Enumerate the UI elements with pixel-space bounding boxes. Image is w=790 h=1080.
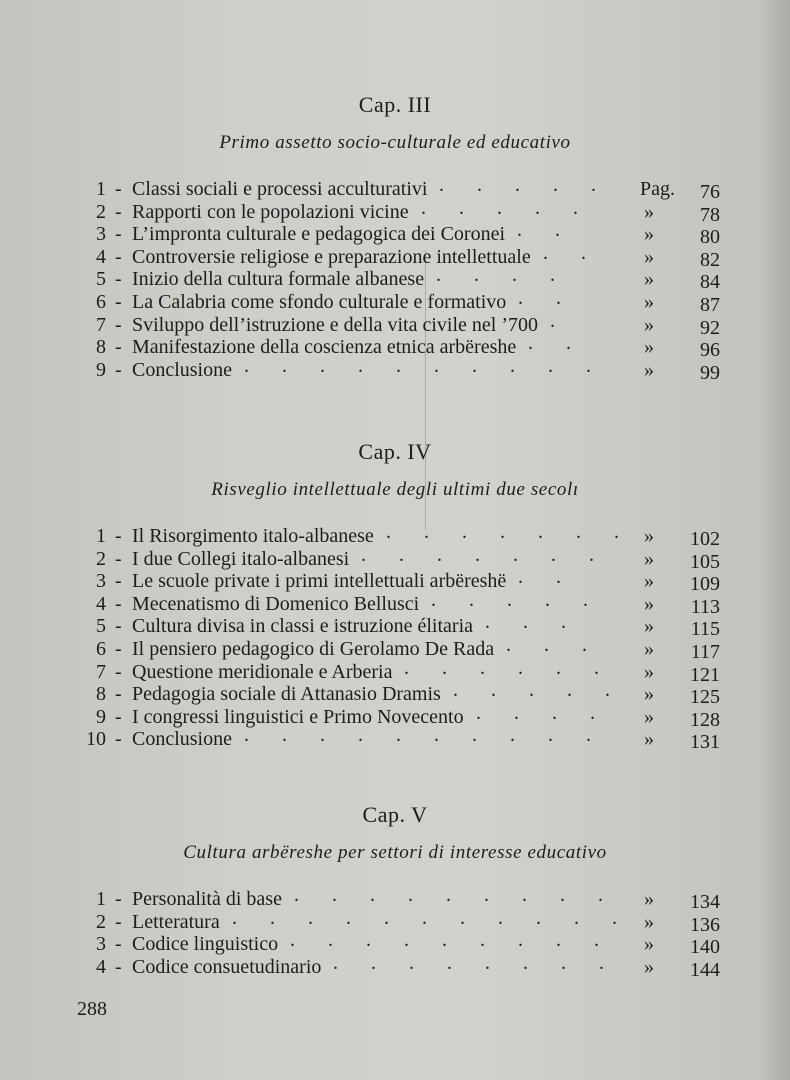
chapter-4 <box>0 437 790 754</box>
entry-number: 5 <box>96 615 106 638</box>
toc-entry <box>0 611 790 641</box>
entry-number: 9 <box>96 705 106 728</box>
entry-page-number: 128 <box>690 708 720 731</box>
entry-number: 1 <box>96 525 106 547</box>
entry-number: 10 <box>86 728 106 751</box>
entry-separator: - <box>115 313 122 336</box>
entry-page-marker: » <box>644 728 654 751</box>
entry-page-number: 140 <box>690 936 720 959</box>
entry-page-marker: » <box>644 888 654 910</box>
chapter-subtitle: Cultura arbëreshe per settori di interesse educativo <box>183 842 607 863</box>
entry-title: Questione meridionale e Arberia <box>132 660 393 683</box>
entry-page-marker: » <box>644 637 654 660</box>
entry-separator: - <box>115 525 122 547</box>
toc-entry <box>0 656 790 686</box>
entry-page-marker: » <box>644 200 654 223</box>
entry-number: 3 <box>96 933 106 956</box>
entry-separator: - <box>115 336 122 359</box>
entry-number: 3 <box>96 223 106 246</box>
entry-separator: - <box>115 547 122 570</box>
chapter-3 <box>0 90 790 384</box>
entry-page-number: 115 <box>690 618 720 641</box>
toc-entry <box>0 219 790 249</box>
entry-page-number: 136 <box>690 913 720 936</box>
toc-entry <box>0 241 790 271</box>
entry-page-marker: » <box>644 910 654 933</box>
entry-number: 2 <box>96 547 106 570</box>
entry-page-number: 96 <box>700 339 720 362</box>
entry-separator: - <box>115 358 122 381</box>
entry-separator: - <box>115 888 122 910</box>
entry-page-number: 99 <box>700 361 720 384</box>
entry-leader-dots: . . . . . . <box>404 656 613 679</box>
entry-page-marker: » <box>644 592 654 615</box>
entry-separator: - <box>115 705 122 728</box>
entry-page-number: 117 <box>690 640 720 663</box>
entry-separator: - <box>115 955 122 978</box>
entry-title: Cultura divisa in classi e istruzione élitaria <box>132 615 474 638</box>
entry-leader-dots: . . <box>517 219 574 242</box>
entry-title: Controversie religiose e preparazione intellettuale <box>132 245 531 268</box>
entry-title: Codice consuetudinario <box>132 955 322 978</box>
toc-entry <box>0 174 790 203</box>
entry-title: Pedagogia sociale di Attanasio Dramis <box>132 683 441 706</box>
entry-title: Classi sociali e processi acculturativi <box>132 178 428 200</box>
chapter-subtitle: Risveglio intellettuale degli ultimi due secolı <box>211 479 579 500</box>
chapter-heading: Cap. V <box>362 802 428 827</box>
entry-page-number: 87 <box>700 293 720 316</box>
entry-title: I congressi linguistici e Primo Novecento <box>132 705 464 728</box>
entry-title: Rapporti con le popolazioni vicine <box>132 200 409 223</box>
entry-leader-dots: . . . . . <box>431 588 602 611</box>
toc-entry <box>0 951 790 981</box>
entry-title: Il Risorgimento italo-albanese <box>132 525 374 547</box>
entry-number: 4 <box>96 955 106 978</box>
entry-leader-dots: . . <box>518 286 575 309</box>
entry-page-number: 134 <box>690 891 720 913</box>
toc-list <box>0 884 790 981</box>
entry-page-number: 84 <box>700 271 720 294</box>
entry-number: 4 <box>96 245 106 268</box>
chapter-5 <box>0 800 790 981</box>
toc-entry <box>0 566 790 596</box>
entry-title: I due Collegi italo-albanesi <box>132 547 350 570</box>
entry-page-number: 109 <box>690 573 720 596</box>
entry-page-marker: » <box>644 336 654 359</box>
entry-leader-dots: . . <box>518 566 575 589</box>
entry-number: 6 <box>96 290 106 313</box>
entry-leader-dots: . . . . . . . <box>386 521 633 543</box>
entry-title: L’impronta culturale e pedagogica dei Coronei <box>132 223 506 246</box>
entry-title: Il pensiero pedagogico di Gerolamo De Rada <box>132 637 495 660</box>
entry-page-marker: » <box>644 313 654 336</box>
entry-separator: - <box>115 660 122 683</box>
toc-entry <box>0 354 790 384</box>
entry-title: Conclusione <box>132 728 232 751</box>
entry-page-marker: » <box>644 570 654 593</box>
entry-leader-dots: . . . . . . . . . <box>294 884 617 906</box>
toc-entry <box>0 196 790 226</box>
entry-number: 9 <box>96 358 106 381</box>
entry-separator: - <box>115 178 122 200</box>
entry-separator: - <box>115 570 122 593</box>
entry-leader-dots: . . . . . <box>421 196 592 219</box>
entry-page-marker: » <box>644 268 654 291</box>
entry-page-number: 78 <box>700 203 720 226</box>
toc-entry <box>0 309 790 339</box>
entry-leader-dots: . . . . . . . <box>361 543 608 566</box>
entry-page-number: 113 <box>690 595 720 618</box>
chapter-subtitle: Primo assetto socio-culturale ed educativo <box>219 132 571 153</box>
entry-page-number: 92 <box>700 316 720 339</box>
entry-page-marker: » <box>644 705 654 728</box>
entry-title: Personalità di base <box>132 888 282 910</box>
entry-leader-dots: . . <box>528 332 585 355</box>
entry-leader-dots: . . . . <box>436 264 569 287</box>
entry-title: Conclusione <box>132 358 232 381</box>
toc-entry <box>0 286 790 316</box>
entry-number: 8 <box>96 683 106 706</box>
toc-list <box>0 521 790 754</box>
toc-entry <box>0 679 790 709</box>
entry-page-number: 76 <box>700 181 720 203</box>
entry-leader-dots: . . . . . . . . . . <box>244 724 605 747</box>
entry-title: Inizio della cultura formale albanese <box>132 268 425 291</box>
entry-leader-dots: . <box>550 309 569 332</box>
entry-number: 7 <box>96 660 106 683</box>
entry-page-marker: » <box>644 223 654 246</box>
entry-separator: - <box>115 910 122 933</box>
entry-separator: - <box>115 268 122 291</box>
entry-leader-dots: . . . . . <box>453 679 624 702</box>
page-number: 288 <box>77 998 107 1020</box>
entry-page-marker: » <box>644 683 654 706</box>
entry-separator: - <box>115 637 122 660</box>
entry-number: 2 <box>96 910 106 933</box>
entry-page-number: 131 <box>690 731 720 754</box>
entry-page-number: 105 <box>690 550 720 573</box>
entry-page-marker: » <box>644 525 654 547</box>
entry-separator: - <box>115 200 122 223</box>
entry-page-number: 121 <box>690 663 720 686</box>
chapter-heading: Cap. IV <box>358 439 432 464</box>
entry-title: Codice linguistico <box>132 933 279 956</box>
entry-leader-dots: . . . . . . . . . <box>290 929 613 952</box>
entry-separator: - <box>115 728 122 751</box>
entry-separator: - <box>115 223 122 246</box>
entry-number: 3 <box>96 570 106 593</box>
entry-page-marker: » <box>644 933 654 956</box>
entry-separator: - <box>115 683 122 706</box>
entry-separator: - <box>115 245 122 268</box>
entry-page-marker: » <box>644 547 654 570</box>
entry-leader-dots: . . . . . . . . . . . <box>232 906 631 929</box>
entry-number: 6 <box>96 637 106 660</box>
entry-page-marker: » <box>644 358 654 381</box>
toc-list <box>0 174 790 384</box>
entry-page-number: 80 <box>700 226 720 249</box>
entry-page-marker: » <box>644 245 654 268</box>
entry-page-marker: » <box>644 660 654 683</box>
entry-page-number: 125 <box>690 686 720 709</box>
entry-leader-dots: . . . <box>506 633 601 656</box>
toc-entry <box>0 724 790 754</box>
entry-page-marker: » <box>644 955 654 978</box>
entry-page-marker: Pag. <box>640 178 675 200</box>
entry-page-number: 144 <box>690 958 720 981</box>
entry-separator: - <box>115 290 122 313</box>
entry-title: La Calabria come sfondo culturale e formativo <box>132 290 507 313</box>
chapter-heading: Cap. III <box>358 92 432 117</box>
entry-leader-dots: . . . . . . . . <box>333 951 618 974</box>
entry-title: Mecenatismo di Domenico Bellusci <box>132 592 420 615</box>
entry-leader-dots: . . . . <box>476 701 609 724</box>
toc-entry <box>0 543 790 573</box>
entry-page-number: 102 <box>690 528 720 550</box>
entry-number: 4 <box>96 592 106 615</box>
entry-separator: - <box>115 592 122 615</box>
entry-leader-dots: . . . . . . . . . . <box>244 354 605 377</box>
toc-entry <box>0 588 790 618</box>
entry-separator: - <box>115 615 122 638</box>
toc-entry <box>0 264 790 294</box>
toc-entry <box>0 633 790 663</box>
entry-title: Sviluppo dell’istruzione e della vita civile nel ’700 <box>132 313 539 336</box>
entry-number: 8 <box>96 336 106 359</box>
entry-leader-dots: . . . . . <box>439 174 610 196</box>
entry-title: Letteratura <box>132 910 220 933</box>
entry-page-number: 82 <box>700 248 720 271</box>
entry-title: Le scuole private i primi intellettuali arbëreshë <box>132 570 507 593</box>
entry-leader-dots: . . <box>543 241 600 264</box>
entry-separator: - <box>115 933 122 956</box>
entry-title: Manifestazione della coscienza etnica arbëreshe <box>132 336 517 359</box>
entry-number: 5 <box>96 268 106 291</box>
entry-number: 2 <box>96 200 106 223</box>
entry-page-marker: » <box>644 615 654 638</box>
entry-number: 1 <box>96 888 106 910</box>
entry-page-marker: » <box>644 290 654 313</box>
entry-number: 7 <box>96 313 106 336</box>
entry-leader-dots: . . . <box>485 611 580 634</box>
entry-number: 1 <box>96 178 106 200</box>
